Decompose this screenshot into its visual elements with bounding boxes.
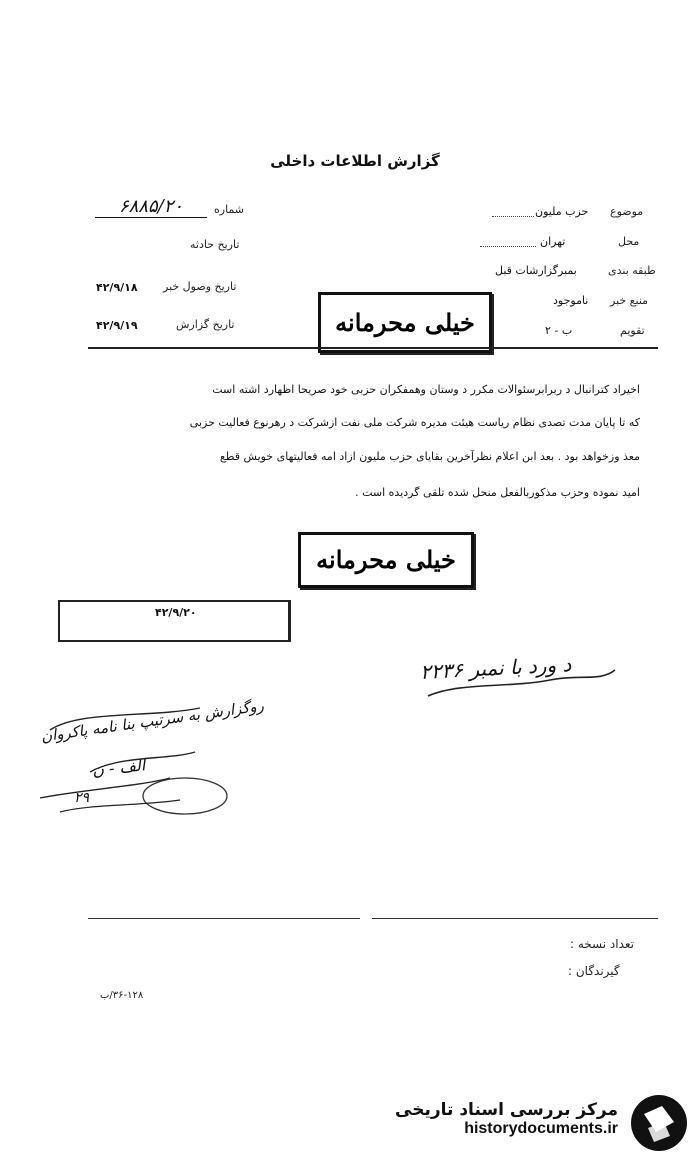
date-box <box>58 600 291 642</box>
confidential-stamp-middle: خیلی محرمانه <box>298 532 474 588</box>
body-line-3: معذ وزخواهد بود . بعد ابن اعلام نظرآخرین بقایای حزب ملیون ازاد امه فعالیتهای خویش قطع <box>219 450 640 463</box>
origin-value: ناموجود <box>553 294 589 307</box>
archive-logo-icon <box>628 1092 690 1154</box>
handwriting-right-strokes <box>420 652 620 712</box>
receipt-date-value: ۴۲/۹/۱۸ <box>96 281 138 294</box>
source-value: بمبرگزارشات قبل <box>495 264 577 277</box>
subject-label: موضوع <box>610 205 644 218</box>
report-date-value: ۴۲/۹/۱۹ <box>96 319 138 332</box>
report-date-label: تاریخ گزارش <box>176 318 235 331</box>
location-dots <box>480 246 536 247</box>
location-value: تهران <box>540 235 566 248</box>
origin-label: منبع خبر <box>610 294 649 307</box>
handwritten-number: ۲۹ <box>74 790 90 806</box>
location-label: محل <box>618 235 640 248</box>
archive-branding <box>395 1100 618 1138</box>
footer-divider-left <box>88 918 360 919</box>
receipt-date-label: تاریخ وصول خبر <box>163 280 237 293</box>
body-line-2: که تا پایان مدت تصدی نظام ریاست هیئت مدیره شرکت ملی نفت ازشرکت د رهرنوع فعالیت حزبی <box>189 416 640 429</box>
footer-divider-right <box>372 918 658 919</box>
header-divider <box>88 347 658 349</box>
date-box-value: ۴۲/۹/۲۰ <box>155 606 197 619</box>
body-line-4: امید نموده وحزب مذکوربالفعل منحل شده تلقی گردیده است . <box>355 486 640 499</box>
document-title: گزارش اطلاعات داخلی <box>270 152 440 170</box>
handwritten-note-left: روگزارش به سرتیپ بنا نامه پاکروان <box>39 696 265 746</box>
recipients-label: گیرندگان : <box>568 964 620 978</box>
body-line-1: اخیراد کترانبال د ربرابرسئوالات مکرر د وستان وهمفکران حزبی خود صریحا اظهارد اشته است <box>212 383 640 396</box>
archive-url: historydocuments.ir <box>464 1120 618 1137</box>
number-label: شماره <box>214 203 245 216</box>
copies-label: تعداد نسخه : <box>570 937 635 951</box>
assessment-label: تقویم <box>620 324 645 337</box>
assessment-value: ب - ۲ <box>545 324 573 337</box>
form-code: ۳۶-۱۲۸/ب <box>100 990 144 1001</box>
subject-value: حزب ملیون <box>535 205 589 218</box>
handwritten-note-right: د ورد با نمبر ۲۲۳۶ <box>419 652 572 684</box>
handwritten-signature: الف - ن <box>91 755 147 780</box>
event-date-label: تاریخ حادثه <box>190 238 240 251</box>
archive-name-fa: مرکز بررسی اسناد تاریخی <box>395 1100 618 1120</box>
number-value: ۶۸۸۵/۲۰ <box>95 196 207 218</box>
source-label: طبقه بندی <box>608 264 656 277</box>
handwriting-left-strokes <box>30 700 260 830</box>
confidential-stamp-top: خیلی محرمانه <box>318 292 492 353</box>
subject-dots <box>492 216 534 217</box>
